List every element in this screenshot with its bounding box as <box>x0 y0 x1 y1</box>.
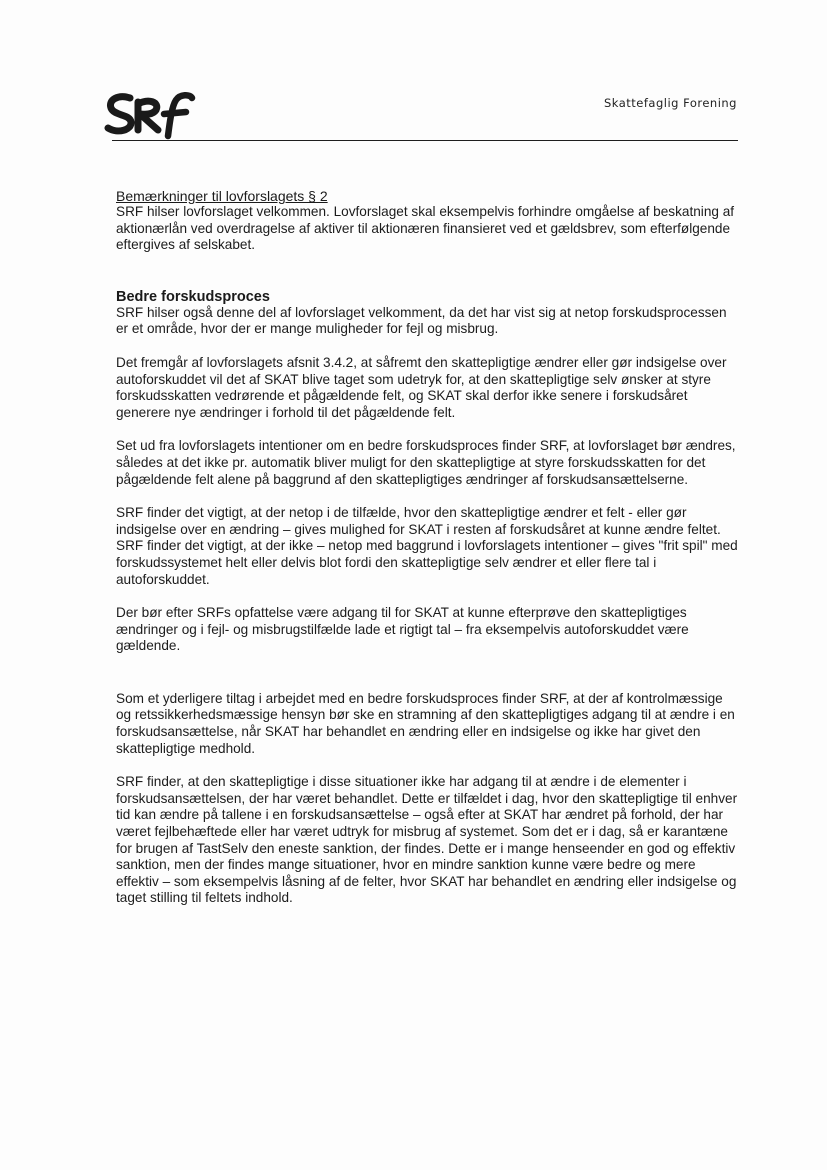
paragraph: Det fremgår af lovforslagets afsnit 3.4.2, at såfremt den skattepligtige ændrer eller gør indsigelse over autoforskuddet vil det af SKAT blive taget som udetryk for, at den skattepligtige selv ønsker at styre forskudsskatten vedrørende et pågældende felt, og SKAT skal derfor ikke senere i forskudsåret generere nye ændringer i forhold til det pågældende felt. <box>116 354 727 420</box>
document-body <box>116 188 740 907</box>
paragraph: SRF hilser også denne del af lovforslaget velkomment, da det har vist sig at netop forskudsprocessen er et område, hvor der er mange muligheder for fejl og misbrug. <box>116 304 727 337</box>
paragraph: Der bør efter SRFs opfattelse være adgang til for SKAT at kunne efterprøve den skattepligtiges ændringer og i fejl- og misbrugstilfælde lade et rigtigt tal – fra eksempelvis autoforskuddet være gældende. <box>116 605 689 654</box>
section-title-lovforslag: Bemærkninger til lovforslagets § 2 <box>116 188 328 204</box>
paragraph: SRF hilser lovforslaget velkommen. Lovforslaget skal eksempelvis forhindre omgåelse af beskatning af aktionærlån ved overdragelse af aktiver til aktionæren finansieret ved et gældsbrev, som efterfølgende eftergives af selskabet. <box>116 204 735 253</box>
paragraph: SRF finder, at den skattepligtige i disse situationer ikke har adgang til at ændre i de elementer i forskudsansættelsen, der har været behandlet. Dette er tilfældet i dag, hvor den skattepligtige til enhver tid kan ændre på tallene i en forskudsansættelse – også efter at SKAT har ændret på forhold, der har været fejlbehæftede eller har været udtryk for misbrug af systemet. Som det er i dag, så er karantæne for brugen af TastSelv den eneste sanktion, der findes. Dette er i mange henseender en god og effektiv sanktion, men der findes mange situationer, hvor en mindre sanktion kunne være bedre og mere effektiv – som eksempelvis låsning af de felter, hvor SKAT har behandlet en ændring eller indsigelse og taget stilling til feltets indhold. <box>116 774 738 906</box>
paragraph: Set ud fra lovforslagets intentioner om en bedre forskudsproces finder SRF, at lovforslaget bør ændres, således at det ikke pr. automatik bliver muligt for den skattepligtige at styre forskudsskatten for det pågældende felt alene på baggrund af den skattepligtiges ændringer af forskudsansættelserne. <box>116 438 736 487</box>
section-title-forskudsproces: Bedre forskudsproces <box>116 288 270 305</box>
paragraph: Som et yderligere tiltag i arbejdet med en bedre forskudsproces finder SRF, at der af kontrolmæssige og retssikkerhedsmæssige hensyn bør ske en stramning af den skattepligtiges adgang til at ændre i en forskudsansættelse, når SKAT har behandlet en ændring eller en indsigelse og ikke har givet den skattepligtige medhold. <box>116 690 735 756</box>
paragraph: SRF finder det vigtigt, at der netop i de tilfælde, hvor den skattepligtige ændrer et felt - eller gør indsigelse over en ændring – gives mulighed for SKAT i resten af forskudsåret at kunne ændre feltet. SRF finder det vigtigt, at der ikke – netop med baggrund i lovforslagets intentioner – gives "frit spil" med forskudssystemet helt eller delvis blot fordi den skattepligtige selv ændrer et eller flere tal i autoforskuddet. <box>116 505 738 587</box>
header-divider <box>112 140 738 141</box>
organization-name: Skattefaglig Forening <box>603 96 737 110</box>
srf-logo-icon <box>104 90 196 140</box>
